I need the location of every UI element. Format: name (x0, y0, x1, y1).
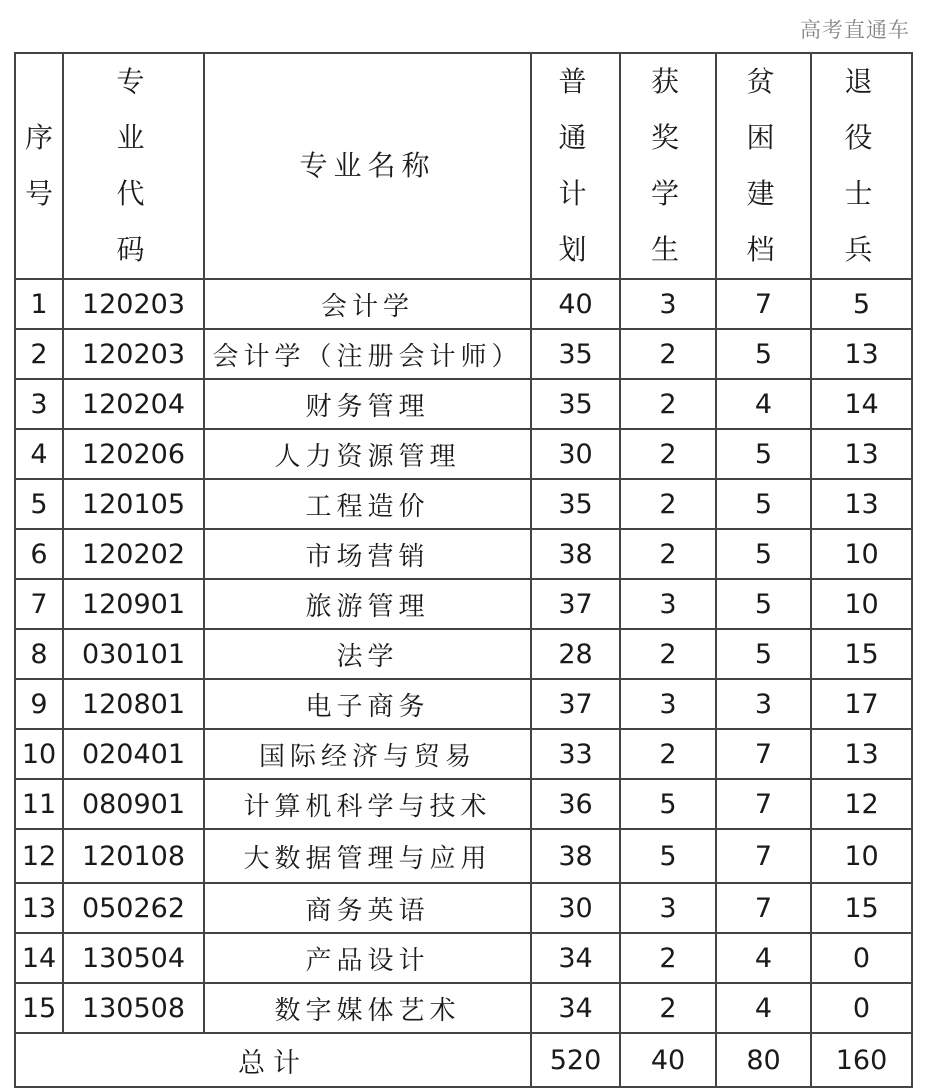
cell-award: 2 (620, 933, 716, 983)
header-code: 专业代码 (63, 53, 204, 279)
header-name: 专业名称 (204, 53, 531, 279)
cell-plan: 30 (531, 883, 620, 933)
cell-plan: 30 (531, 429, 620, 479)
table-row (15, 883, 912, 933)
cell-plan: 35 (531, 479, 620, 529)
cell-plan: 40 (531, 279, 620, 329)
cell-plan: 34 (531, 933, 620, 983)
cell-code: 050262 (63, 883, 204, 933)
cell-veteran: 14 (811, 379, 912, 429)
cell-poor: 4 (716, 933, 811, 983)
cell-poor: 7 (716, 883, 811, 933)
cell-seq: 2 (15, 329, 63, 379)
cell-name: 电子商务 (204, 679, 531, 729)
cell-plan: 33 (531, 729, 620, 779)
cell-plan: 36 (531, 779, 620, 829)
cell-code: 020401 (63, 729, 204, 779)
cell-name: 产品设计 (204, 933, 531, 983)
table-row (15, 579, 912, 629)
cell-award: 2 (620, 983, 716, 1033)
total-award: 40 (620, 1033, 716, 1087)
cell-poor: 5 (716, 429, 811, 479)
cell-plan: 35 (531, 329, 620, 379)
enrollment-table (14, 52, 913, 1088)
table-row (15, 379, 912, 429)
cell-seq: 11 (15, 779, 63, 829)
cell-veteran: 10 (811, 529, 912, 579)
cell-seq: 1 (15, 279, 63, 329)
header-row (15, 53, 912, 279)
header-seq: 序号 (15, 53, 63, 279)
cell-name: 国际经济与贸易 (204, 729, 531, 779)
cell-code: 130508 (63, 983, 204, 1033)
cell-award: 3 (620, 883, 716, 933)
cell-veteran: 13 (811, 729, 912, 779)
cell-veteran: 12 (811, 779, 912, 829)
cell-award: 3 (620, 579, 716, 629)
total-veteran: 160 (811, 1033, 912, 1087)
cell-plan: 38 (531, 529, 620, 579)
total-plan: 520 (531, 1033, 620, 1087)
cell-name: 计算机科学与技术 (204, 779, 531, 829)
table-row (15, 479, 912, 529)
cell-veteran: 17 (811, 679, 912, 729)
cell-plan: 34 (531, 983, 620, 1033)
cell-seq: 3 (15, 379, 63, 429)
table-row (15, 529, 912, 579)
cell-poor: 5 (716, 329, 811, 379)
cell-plan: 37 (531, 579, 620, 629)
total-poor: 80 (716, 1033, 811, 1087)
cell-name: 法学 (204, 629, 531, 679)
cell-veteran: 15 (811, 629, 912, 679)
cell-code: 120801 (63, 679, 204, 729)
cell-award: 2 (620, 329, 716, 379)
table-row (15, 429, 912, 479)
cell-plan: 35 (531, 379, 620, 429)
cell-poor: 3 (716, 679, 811, 729)
cell-award: 3 (620, 279, 716, 329)
total-label: 总计 (15, 1033, 531, 1087)
watermark: 高考直通车 (800, 18, 910, 42)
cell-veteran: 0 (811, 933, 912, 983)
cell-plan: 38 (531, 829, 620, 883)
cell-award: 3 (620, 679, 716, 729)
cell-name: 会计学（注册会计师） (204, 329, 531, 379)
cell-poor: 7 (716, 729, 811, 779)
cell-code: 120108 (63, 829, 204, 883)
table-row (15, 279, 912, 329)
table-row (15, 779, 912, 829)
cell-seq: 4 (15, 429, 63, 479)
cell-veteran: 13 (811, 479, 912, 529)
cell-veteran: 5 (811, 279, 912, 329)
cell-veteran: 13 (811, 429, 912, 479)
cell-code: 120105 (63, 479, 204, 529)
cell-name: 人力资源管理 (204, 429, 531, 479)
cell-name: 商务英语 (204, 883, 531, 933)
cell-code: 120202 (63, 529, 204, 579)
table-row (15, 329, 912, 379)
cell-seq: 5 (15, 479, 63, 529)
cell-veteran: 10 (811, 829, 912, 883)
cell-code: 120203 (63, 279, 204, 329)
cell-poor: 4 (716, 983, 811, 1033)
cell-award: 2 (620, 429, 716, 479)
table-row (15, 629, 912, 679)
table-row (15, 829, 912, 883)
cell-name: 数字媒体艺术 (204, 983, 531, 1033)
cell-poor: 5 (716, 529, 811, 579)
header-poor: 贫困建档 (716, 53, 811, 279)
cell-award: 5 (620, 829, 716, 883)
cell-code: 120206 (63, 429, 204, 479)
cell-seq: 6 (15, 529, 63, 579)
cell-code: 120203 (63, 329, 204, 379)
cell-poor: 5 (716, 479, 811, 529)
cell-veteran: 0 (811, 983, 912, 1033)
cell-seq: 15 (15, 983, 63, 1033)
cell-code: 030101 (63, 629, 204, 679)
header-veteran: 退役士兵 (811, 53, 912, 279)
cell-code: 130504 (63, 933, 204, 983)
cell-name: 大数据管理与应用 (204, 829, 531, 883)
cell-plan: 37 (531, 679, 620, 729)
cell-veteran: 10 (811, 579, 912, 629)
cell-award: 2 (620, 729, 716, 779)
cell-name: 会计学 (204, 279, 531, 329)
cell-seq: 8 (15, 629, 63, 679)
cell-veteran: 15 (811, 883, 912, 933)
cell-seq: 13 (15, 883, 63, 933)
cell-plan: 28 (531, 629, 620, 679)
cell-name: 财务管理 (204, 379, 531, 429)
cell-poor: 5 (716, 579, 811, 629)
cell-seq: 14 (15, 933, 63, 983)
cell-seq: 9 (15, 679, 63, 729)
cell-award: 2 (620, 529, 716, 579)
cell-poor: 7 (716, 779, 811, 829)
table-row (15, 729, 912, 779)
cell-name: 市场营销 (204, 529, 531, 579)
table-row (15, 679, 912, 729)
cell-code: 120901 (63, 579, 204, 629)
cell-poor: 7 (716, 279, 811, 329)
total-row (15, 1033, 912, 1087)
cell-code: 120204 (63, 379, 204, 429)
cell-award: 2 (620, 379, 716, 429)
cell-poor: 7 (716, 829, 811, 883)
cell-poor: 5 (716, 629, 811, 679)
cell-award: 5 (620, 779, 716, 829)
cell-award: 2 (620, 629, 716, 679)
cell-name: 旅游管理 (204, 579, 531, 629)
cell-poor: 4 (716, 379, 811, 429)
table-row (15, 983, 912, 1033)
header-award: 获奖学生 (620, 53, 716, 279)
table-row (15, 933, 912, 983)
cell-seq: 12 (15, 829, 63, 883)
cell-veteran: 13 (811, 329, 912, 379)
header-plan: 普通计划 (531, 53, 620, 279)
cell-code: 080901 (63, 779, 204, 829)
cell-seq: 10 (15, 729, 63, 779)
cell-seq: 7 (15, 579, 63, 629)
cell-award: 2 (620, 479, 716, 529)
cell-name: 工程造价 (204, 479, 531, 529)
